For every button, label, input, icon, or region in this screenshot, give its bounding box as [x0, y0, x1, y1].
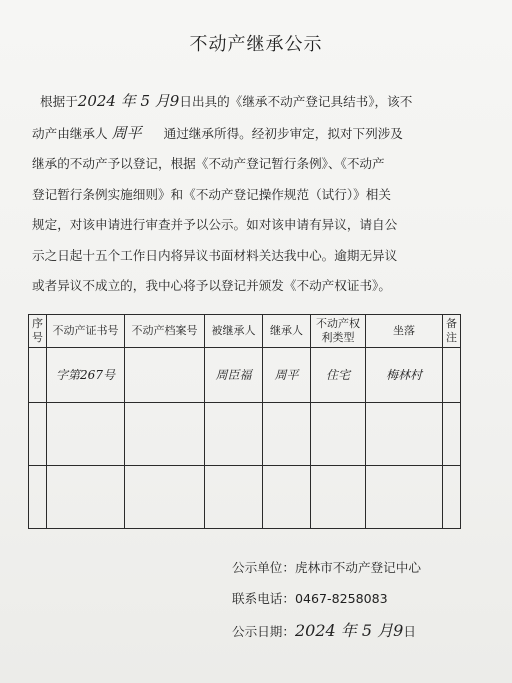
table-cell: [29, 348, 47, 403]
table-cell: 字第267号: [47, 348, 125, 403]
table-row: [29, 466, 461, 529]
table-cell: [366, 403, 443, 466]
table-cell: [29, 403, 47, 466]
header-cell: 序号: [29, 315, 47, 348]
table-cell: [443, 403, 461, 466]
header-cell: 不动产证书号: [47, 315, 125, 348]
table-cell: [125, 348, 205, 403]
table-cell: [263, 403, 311, 466]
body-line-5: 规定，对该申请进行审查并予以公示。如对该申请有异议，请自公: [32, 217, 398, 232]
header-cell: 被继承人: [205, 315, 263, 348]
table-cell: [311, 403, 366, 466]
footer-date-suffix: 日: [403, 624, 416, 639]
body-line-4: 登记暂行条例实施细则》和《不动产登记操作规范（试行）》相关: [32, 186, 391, 202]
footer-phone: [232, 588, 388, 607]
table-row: [29, 348, 461, 403]
header-cell: 不动产权利类型: [311, 315, 366, 348]
footer-phone-label: 联系电话：: [232, 591, 295, 606]
table-cell: [47, 466, 125, 529]
body-text-segment: 根据于: [40, 94, 78, 109]
table-header-row: [29, 315, 461, 348]
page-title: 不动产继承公示: [189, 34, 323, 55]
table-cell: [366, 466, 443, 529]
handwritten-date: 2024 年 5 月9: [77, 92, 180, 110]
body-line-2: [32, 118, 477, 150]
header-cell: 坐落: [366, 315, 443, 348]
table-cell: 周平: [263, 348, 311, 403]
table-cell: [263, 466, 311, 529]
body-text-segment: 日出具的《继承不动产登记具结书》，该不: [179, 94, 413, 109]
table-cell: [125, 403, 205, 466]
table-cell: [443, 348, 461, 403]
footer-unit: [232, 557, 421, 576]
footer-unit-label: 公示单位：: [232, 560, 295, 575]
notice-body: [32, 86, 477, 302]
table-cell: [125, 466, 205, 529]
body-line-3: 继承的不动产予以登记，根据《不动产登记暂行条例》、《不动产: [32, 156, 385, 171]
table-cell: [29, 466, 47, 529]
header-cell: 继承人: [263, 315, 311, 348]
footer-date-label: 公示日期：: [232, 624, 295, 639]
body-text-segment: 通过继承所得。经初步审定，拟对下列涉及: [163, 125, 403, 141]
table-cell: [443, 466, 461, 529]
handwritten-date: 2024 年 5 月9: [294, 621, 404, 640]
table-cell: [205, 466, 263, 529]
footer-date: [232, 618, 416, 641]
header-cell: 不动产档案号: [125, 315, 205, 348]
body-line-7: 或者异议不成立的，我中心将予以登记并颁发《不动产权证书》。: [32, 278, 391, 293]
table-cell: [47, 403, 125, 466]
footer-phone-value: 0467-8258083: [294, 591, 388, 606]
body-line-1: [32, 86, 477, 118]
handwritten-heir-name: 周平: [111, 123, 142, 142]
header-cell: 备注: [443, 315, 461, 348]
table-cell: [311, 466, 366, 529]
property-table: [28, 314, 461, 529]
body-text-segment: 动产由继承人: [32, 125, 108, 141]
table-cell: 住宅: [311, 348, 366, 403]
table-cell: 梅林村: [366, 348, 443, 403]
table-cell: 周臣福: [205, 348, 263, 403]
footer-unit-value: 虎林市不动产登记中心: [294, 560, 421, 575]
body-line-6: 示之日起十五个工作日内将异议书面材料关达我中心。逾期无异议: [32, 247, 398, 263]
table-row: [29, 403, 461, 466]
table-cell: [205, 403, 263, 466]
